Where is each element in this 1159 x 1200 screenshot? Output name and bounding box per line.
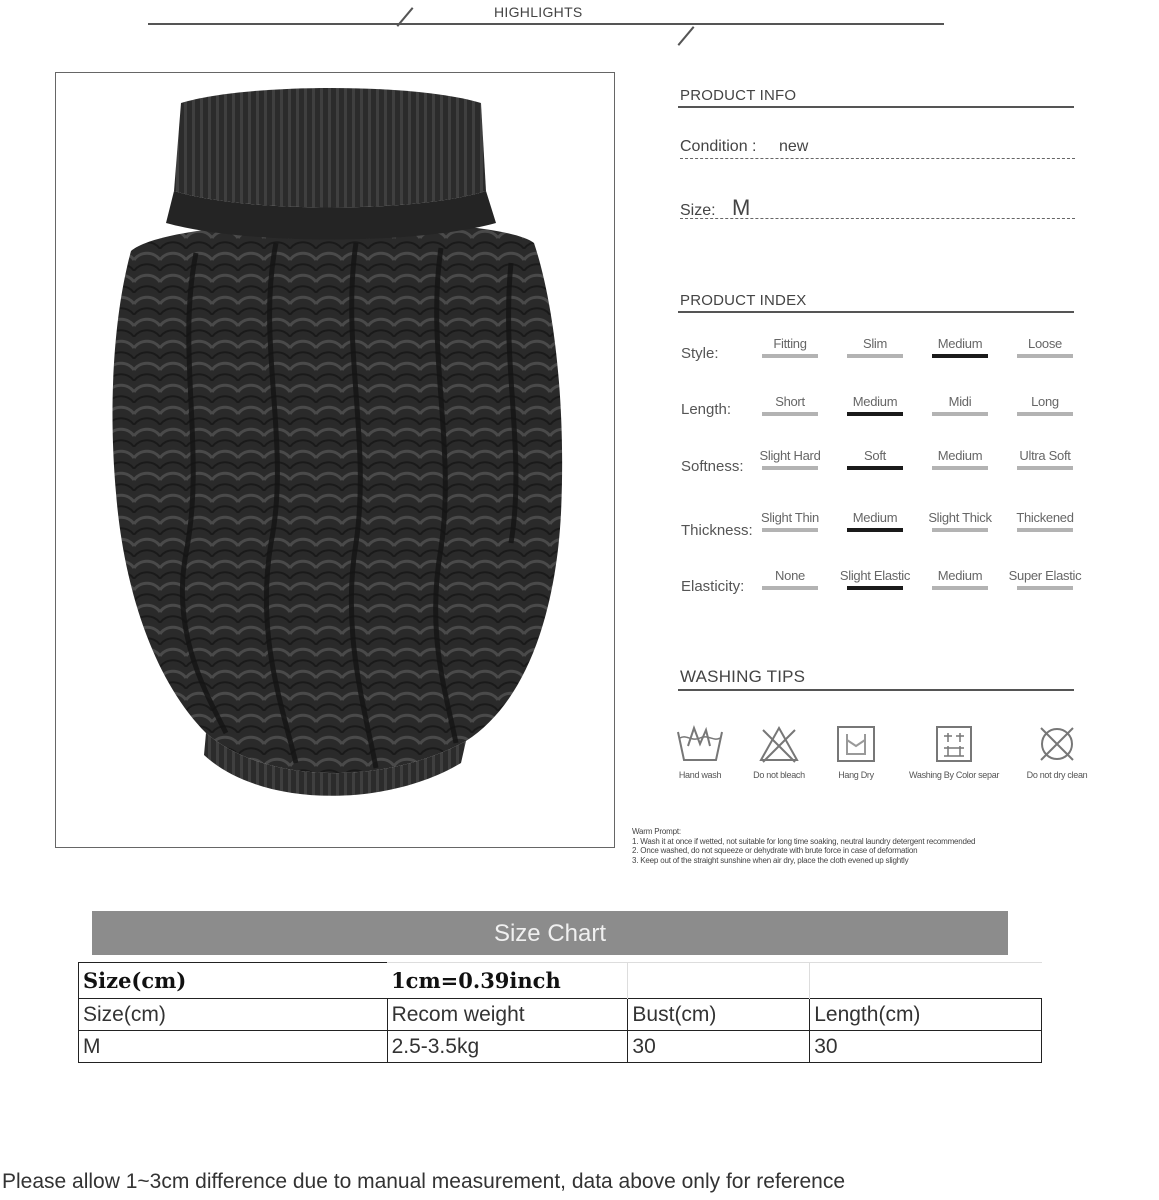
size-chart-table: [78, 962, 1042, 1063]
index-bar: [1017, 412, 1073, 416]
size-table-cell: M: [79, 1031, 388, 1063]
size-table-header-cell: [810, 963, 1042, 999]
index-bar: [762, 354, 818, 358]
size-table-column-header: Bust(cm): [628, 999, 810, 1031]
size-table-header-cell: [628, 963, 810, 999]
measurement-footnote: Please allow 1~3cm difference due to manual measurement, data above only for reference: [2, 1170, 846, 1193]
condition-row: [680, 138, 1075, 156]
condition-value: new: [778, 138, 809, 155]
index-row-label: Length:: [681, 401, 732, 418]
size-table-column-row: [79, 999, 1042, 1031]
size-value: M: [732, 195, 751, 220]
wash-color-separate: [909, 724, 999, 780]
washing-tips-title: WASHING TIPS: [680, 667, 806, 686]
index-bar: [1017, 466, 1073, 470]
index-option: Medium: [937, 448, 983, 463]
product-info-title: PRODUCT INFO: [680, 87, 797, 104]
size-chart-banner: [92, 911, 1008, 955]
index-option: Medium: [937, 568, 983, 583]
highlights-slash-right: [678, 26, 695, 46]
index-option: Medium: [852, 394, 898, 409]
index-option: Slight Thin: [761, 510, 819, 525]
index-selected-bar: [847, 586, 903, 590]
index-option: Super Elastic: [1008, 568, 1082, 583]
index-option: Slight Hard: [759, 448, 821, 463]
index-selected-bar: [932, 354, 988, 358]
hand-wash-icon: [674, 724, 726, 764]
sweater-illustration: [56, 73, 616, 849]
index-option: Long: [1031, 394, 1059, 409]
condition-label: Condition :: [680, 138, 757, 155]
index-option: Short: [775, 394, 805, 409]
index-bar: [1017, 528, 1073, 532]
wash-label: Do not bleach: [753, 770, 805, 780]
index-bar: [847, 354, 903, 358]
washing-tips-rule: [678, 689, 1074, 691]
wash-no-dry-clean: [1012, 724, 1102, 780]
index-option: Midi: [948, 394, 972, 409]
index-option: None: [775, 568, 805, 583]
wash-hang-dry: [811, 724, 901, 780]
size-table-cell: 2.5-3.5kg: [387, 1031, 628, 1063]
size-table-header-cell: Size(cm): [79, 963, 388, 999]
index-option: Soft: [864, 448, 886, 463]
wash-label: Washing By Color separ: [909, 770, 1000, 780]
size-table-column-header: Recom weight: [387, 999, 628, 1031]
index-bar: [1017, 586, 1073, 590]
wash-label: Hang Dry: [838, 770, 874, 780]
wash-hand-wash: [655, 724, 745, 780]
index-option: Slight Thick: [928, 510, 992, 525]
condition-underline: [680, 158, 1075, 159]
hang-dry-icon: [835, 724, 877, 764]
index-bar: [762, 586, 818, 590]
index-option: Medium: [852, 510, 898, 525]
index-selected-bar: [847, 412, 903, 416]
index-bar: [1017, 354, 1073, 358]
product-photo: [55, 72, 615, 848]
no-bleach-icon: [757, 724, 801, 764]
index-row-label: Softness:: [681, 458, 744, 475]
highlights-rule: [148, 23, 944, 25]
table-row: [79, 1031, 1042, 1063]
size-underline: [680, 218, 1075, 219]
index-bar: [762, 412, 818, 416]
index-selected-bar: [847, 466, 903, 470]
size-table-column-header: Length(cm): [810, 999, 1042, 1031]
index-selected-bar: [847, 528, 903, 532]
index-option: Ultra Soft: [1019, 448, 1071, 463]
wash-label: Do not dry clean: [1026, 770, 1088, 780]
product-info-rule: [678, 106, 1074, 108]
size-chart-title: Size Chart: [493, 920, 607, 947]
product-index-title: PRODUCT INDEX: [680, 292, 807, 309]
warm-prompt-line: 3. Keep out of the straight sunshine when air dry, place the cloth evened up slightly: [632, 855, 909, 865]
warm-prompt-title: Warm Prompt:: [632, 827, 681, 836]
color-separate-icon: [934, 724, 974, 764]
no-dry-clean-icon: [1035, 724, 1079, 764]
index-row-label: Style:: [681, 345, 719, 362]
warm-prompt-line: 2. Once washed, do not squeeze or dehydrate with brute force in case of deformation: [632, 846, 918, 855]
index-option: Slight Elastic: [839, 568, 911, 583]
index-option: Slim: [862, 336, 888, 351]
index-bar: [932, 586, 988, 590]
index-bar: [932, 412, 988, 416]
index-option: Fitting: [773, 336, 807, 351]
size-table-cell: 30: [628, 1031, 810, 1063]
index-option: Loose: [1028, 336, 1062, 351]
size-table-cell: 30: [810, 1031, 1042, 1063]
index-bar: [762, 466, 818, 470]
index-bar: [932, 528, 988, 532]
warm-prompt-line: 1. Wash it at once if wetted, not suitable for long time soaking, neutral laundry detergent recommended: [632, 836, 976, 846]
index-row-label: Elasticity:: [681, 578, 745, 595]
highlights-title: HIGHLIGHTS: [494, 4, 583, 20]
index-bar: [932, 466, 988, 470]
size-table-header-row: [79, 963, 1042, 999]
size-label: Size:: [680, 202, 716, 219]
index-row-label: Thickness:: [681, 522, 753, 539]
index-option: Thickened: [1016, 510, 1074, 525]
size-table-header-cell: 1cm=0.39inch: [387, 963, 628, 999]
product-index-rule: [678, 311, 1074, 313]
warm-prompt: [632, 827, 1152, 865]
wash-label: Hand wash: [678, 770, 722, 780]
index-bar: [762, 528, 818, 532]
index-option: Medium: [937, 336, 983, 351]
size-table-column-header: Size(cm): [79, 999, 388, 1031]
